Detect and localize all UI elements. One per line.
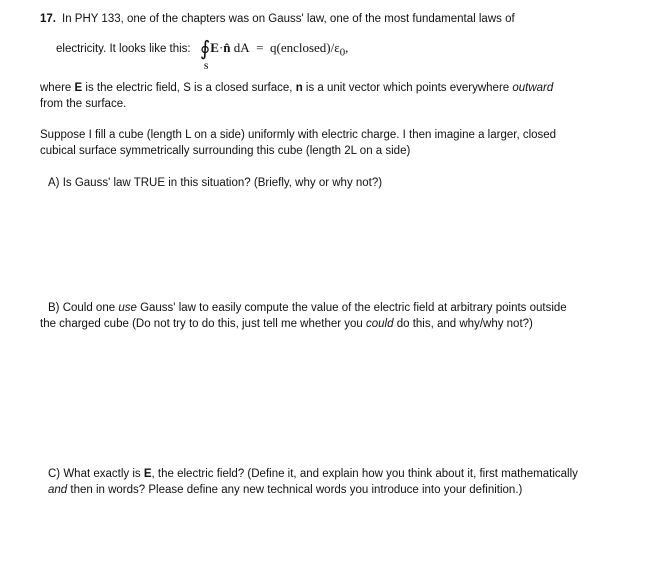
eq-normal-vector: n̂ bbox=[223, 40, 231, 55]
integral-surface-subscript: S bbox=[203, 62, 209, 71]
eq-rhs-subscript: 0 bbox=[339, 46, 346, 59]
intro-text-line2: electricity. It looks like this: bbox=[56, 43, 191, 55]
where-text-2: is the electric field, S is a closed surface, bbox=[82, 82, 296, 94]
part-c-E-bold: E bbox=[143, 468, 152, 480]
suppose-line1: Suppose I fill a cube (length L on a side) uniformly with electric charge. I then imagine a larger, closed bbox=[40, 129, 557, 141]
part-b-could-italic: could bbox=[366, 318, 394, 330]
closed-integral-symbol: ∮ bbox=[199, 38, 211, 60]
suppose-line2: cubical surface symmetrically surrounding this cube (length 2L on a side) bbox=[40, 145, 411, 157]
where-text-1: where bbox=[40, 82, 75, 94]
part-c-line2-post: then in words? Please define any new technical words you introduce into your definition.) bbox=[67, 484, 523, 496]
question-intro-line1 bbox=[40, 11, 620, 27]
part-c-pre: C) What exactly is bbox=[48, 468, 144, 480]
part-b-line2-pre: the charged cube (Do not try to do this, just tell me whether you bbox=[40, 318, 367, 330]
eq-trailing-comma: , bbox=[345, 40, 349, 55]
part-b-question bbox=[40, 300, 608, 332]
eq-area-element: dA bbox=[233, 40, 250, 55]
question-number: 17. bbox=[40, 13, 56, 25]
question-intro-line2 bbox=[56, 38, 349, 71]
gauss-law-equation bbox=[199, 38, 349, 71]
eq-rhs: q(enclosed)/ε bbox=[270, 40, 340, 55]
eq-dot: · bbox=[218, 40, 224, 55]
part-a-text: A) Is Gauss' law TRUE in this situation? (Briefly, why or why not?) bbox=[48, 177, 383, 189]
where-text-3: is a unit vector which points everywhere bbox=[302, 82, 513, 94]
part-b-pre: B) Could one bbox=[48, 302, 119, 314]
where-text-line2: from the surface. bbox=[40, 98, 127, 110]
where-n-bold: n bbox=[295, 82, 303, 94]
part-c-and-italic: and bbox=[48, 484, 68, 496]
where-E-bold: E bbox=[74, 82, 83, 94]
where-outward-italic: outward bbox=[512, 82, 554, 94]
definition-paragraph bbox=[40, 80, 620, 112]
eq-field-vector: E bbox=[210, 40, 219, 55]
setup-paragraph bbox=[40, 127, 620, 159]
part-a-question bbox=[48, 175, 628, 191]
part-c-post: , the electric field? (Define it, and explain how you think about it, first mathematically bbox=[151, 468, 578, 480]
part-b-use-italic: use bbox=[118, 302, 137, 314]
part-b-line2-post: do this, and why/why not?) bbox=[393, 318, 533, 330]
eq-equals: = bbox=[256, 40, 264, 55]
intro-text-line1: In PHY 133, one of the chapters was on Gauss' law, one of the most fundamental laws of bbox=[62, 13, 515, 25]
part-c-question bbox=[48, 466, 608, 498]
part-b-post: Gauss' law to easily compute the value of the electric field at arbitrary points outside bbox=[136, 302, 567, 314]
